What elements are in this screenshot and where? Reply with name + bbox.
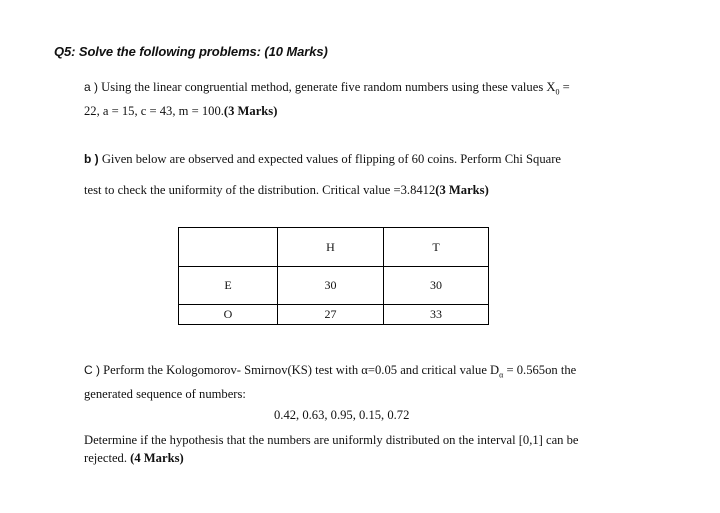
part-c-label: C ) [84,363,100,377]
table-cell-t: 33 [384,305,489,325]
number-sequence: 0.42, 0.63, 0.95, 0.15, 0.72 [274,408,410,422]
part-a-line2: 22, a = 15, c = 43, m = 100. [84,103,224,118]
x-subscript: 0 [555,87,560,97]
table-row-label: O [179,305,278,325]
d-subscript: α [499,370,504,380]
part-b-line1-row [84,150,561,168]
table-header-cell-h: H [278,228,384,267]
part-c-line2-row [84,385,246,403]
part-a-line1-end: = [559,80,570,94]
part-c-line1-row [84,361,576,385]
part-a-label: a ) [84,80,99,94]
table-header-cell-t: T [384,228,489,267]
part-b-line1: Given below are observed and expected values of flipping of 60 coins. Perform Chi Square [101,152,562,166]
table-row-label: E [179,267,278,305]
table-cell-h: 30 [278,267,384,305]
part-a-line1: Using the linear congruential method, generate five random numbers using these values X [101,80,556,94]
part-b-marks: (3 Marks) [435,183,489,197]
part-c-line1b: = 0.565on the [503,363,577,377]
part-a-marks: (3 Marks) [223,103,278,118]
table-cell-h: 27 [278,305,384,325]
table-row [179,267,489,305]
observed-expected-table [178,227,489,325]
part-c-marks: (4 Marks) [130,451,184,465]
part-b-line2: test to check the uniformity of the distribution. Critical value =3.8412 [84,183,436,197]
part-c-line3-row [84,431,579,467]
question-heading: Q5: Solve the following problems: (10 Marks) [54,44,328,59]
part-c-line3: Determine if the hypothesis that the numbers are uniformly distributed on the interval [0,1] can be [84,433,579,447]
table-row [179,305,489,325]
table-header-row [179,228,489,267]
table-cell-t: 30 [384,267,489,305]
part-b-line2-row [84,181,489,199]
part-b-label: b ) [84,152,99,166]
table-header-cell-empty [179,228,278,267]
part-c-line1a: Perform the Kologomorov- Smirnov(KS) test with α=0.05 and critical value D [103,363,500,377]
part-c-line4: rejected. [84,451,131,465]
part-a-text [84,78,570,120]
part-c-line2: generated sequence of numbers: [84,387,246,401]
